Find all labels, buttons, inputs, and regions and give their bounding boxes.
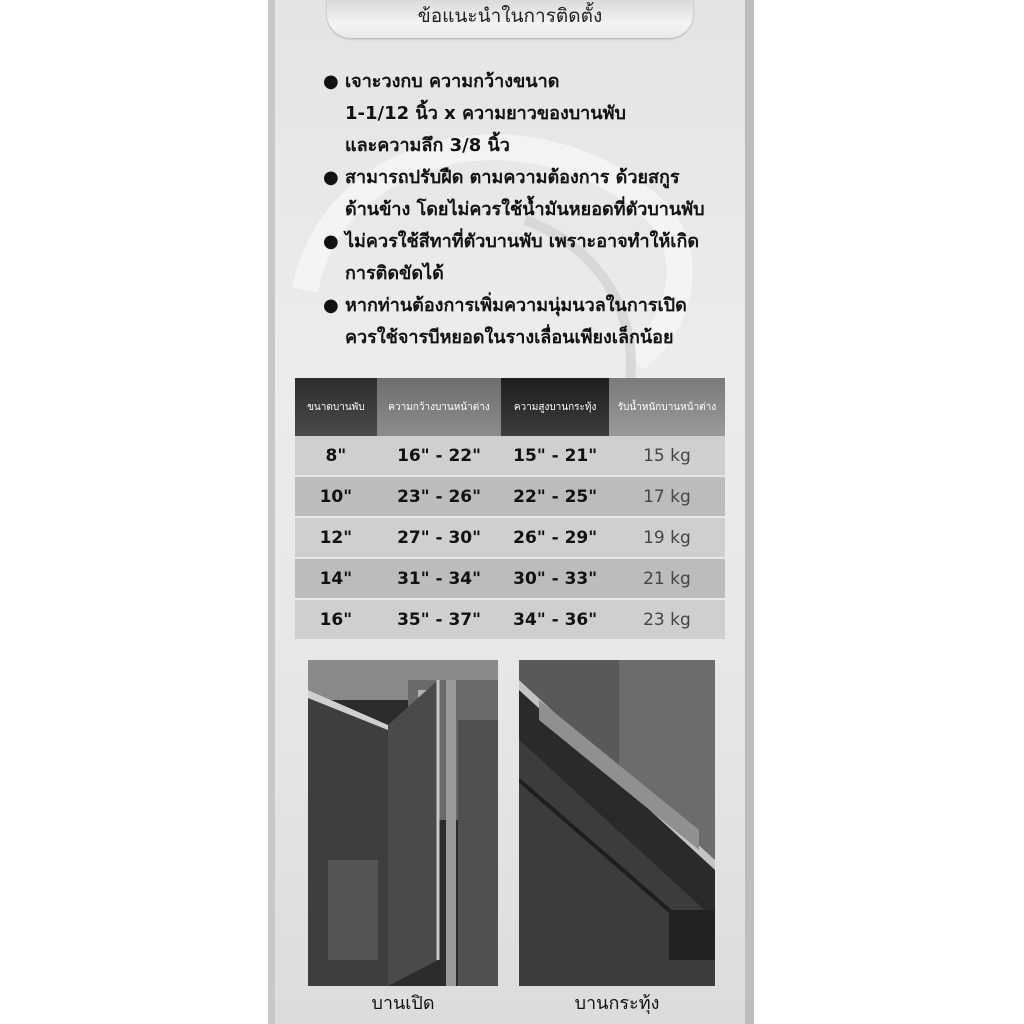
list-item-text: เจาะวงกบ ความกว้างขนาด	[345, 71, 560, 92]
bullet-icon: ●	[323, 295, 339, 316]
header-awning-height: ความสูงบานกระทุ้ง	[501, 378, 609, 436]
table-header-row	[295, 378, 725, 436]
list-item-text: ควรใช้จารบีหยอดในรางเลื่อนเพียงเล็กน้อย	[345, 327, 674, 348]
table-cell: 16"	[295, 599, 377, 640]
table-cell: 19 kg	[609, 517, 725, 558]
casement-caption: บานเปิด	[371, 993, 435, 1014]
table-cell: 8"	[295, 436, 377, 476]
table-cell: 16" - 22"	[377, 436, 502, 476]
table-cell: 30" - 33"	[501, 558, 609, 599]
table-row	[295, 558, 725, 599]
list-item-text: หากท่านต้องการเพิ่มความนุ่มนวลในการเปิด	[345, 295, 687, 316]
header-load-capacity: รับน้ำหนักบานหน้าต่าง	[609, 378, 725, 436]
instruction-card	[275, 0, 745, 1024]
table-cell: 10"	[295, 476, 377, 517]
bullet-icon: ●	[323, 167, 339, 188]
instruction-list	[323, 66, 743, 354]
right-edge	[744, 0, 754, 1024]
bullet-icon: ●	[323, 231, 339, 252]
awning-caption: บานกระทุ้ง	[574, 993, 660, 1014]
header-hinge-size: ขนาดบานพับ	[295, 378, 377, 436]
list-item-text: สามารถปรับฝืด ตามความต้องการ ด้วยสกูร	[345, 167, 680, 188]
table-cell: 12"	[295, 517, 377, 558]
table-row	[295, 476, 725, 517]
table-cell: 31" - 34"	[377, 558, 502, 599]
list-item	[323, 162, 743, 226]
table-row	[295, 599, 725, 640]
table-cell: 14"	[295, 558, 377, 599]
table-cell: 15 kg	[609, 436, 725, 476]
table-row	[295, 436, 725, 476]
table-cell: 23 kg	[609, 599, 725, 640]
list-item	[323, 290, 743, 354]
table-cell: 35" - 37"	[377, 599, 502, 640]
table-row	[295, 517, 725, 558]
list-item-text: ไม่ควรใช้สีทาที่ตัวบานพับ เพราะอาจทำให้เกิด	[345, 231, 700, 252]
bullet-icon: ●	[323, 71, 339, 92]
list-item-text: การติดขัดได้	[345, 263, 444, 284]
table-cell: 23" - 26"	[377, 476, 502, 517]
table-cell: 22" - 25"	[501, 476, 609, 517]
list-item-text: และความลึก 3/8 นิ้ว	[345, 135, 510, 156]
casement-window-photo	[308, 660, 498, 986]
page-title: ข้อแนะนำในการติดตั้ง	[327, 0, 693, 38]
awning-window-photo	[519, 660, 715, 986]
list-item-text: 1-1/12 นิ้ว x ความยาวของบานพับ	[345, 103, 626, 124]
table-cell: 21 kg	[609, 558, 725, 599]
table-cell: 27" - 30"	[377, 517, 502, 558]
hinge-size-table	[295, 378, 725, 641]
list-item	[323, 66, 743, 162]
header-window-width: ความกว้างบานหน้าต่าง	[377, 378, 502, 436]
list-item	[323, 226, 743, 290]
table-cell: 34" - 36"	[501, 599, 609, 640]
table-cell: 17 kg	[609, 476, 725, 517]
table-cell: 26" - 29"	[501, 517, 609, 558]
list-item-text: ด้านข้าง โดยไม่ควรใช้น้ำมันหยอดที่ตัวบานพับ	[345, 199, 705, 220]
table-cell: 15" - 21"	[501, 436, 609, 476]
